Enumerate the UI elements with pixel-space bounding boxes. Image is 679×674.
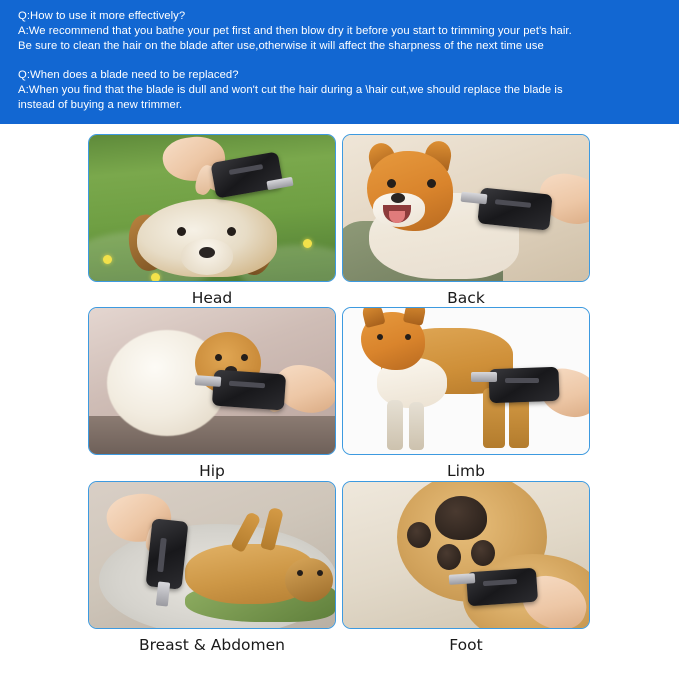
photo-head — [88, 134, 336, 282]
dog-eye-right — [317, 570, 323, 576]
usage-area-grid — [0, 124, 679, 674]
paw-pad-main — [435, 496, 487, 540]
dandelion-flower — [151, 273, 160, 282]
dog-eye-right — [241, 354, 248, 361]
dog-eye-left — [377, 334, 383, 340]
caption-hip: Hip — [199, 462, 225, 480]
clipper-stripe — [505, 378, 539, 383]
photo-back — [342, 134, 590, 282]
caption-breast-abdomen: Breast & Abdomen — [138, 636, 286, 654]
paw-toe-pad — [471, 540, 495, 566]
clipper-blade — [449, 573, 476, 585]
dog-eye-right — [227, 227, 236, 236]
pet-clipper — [146, 518, 189, 589]
dog-head — [285, 558, 333, 602]
faq-spacer — [18, 55, 665, 68]
dandelion-flower — [303, 239, 312, 248]
dog-front-leg — [387, 400, 403, 450]
pet-clipper — [477, 187, 552, 230]
pet-clipper — [212, 370, 286, 411]
paw-toe-pad — [437, 544, 461, 570]
photo-limb — [342, 307, 590, 455]
clipper-blade — [471, 372, 497, 382]
dog-eye-right — [427, 179, 436, 188]
dog-nose — [391, 193, 405, 203]
photo-hip — [88, 307, 336, 455]
caption-limb: Limb — [447, 462, 485, 480]
faq-answer-1-line-2: Be sure to clean the hair on the blade after use,otherwise it will affect the sharpness of the next time use — [18, 40, 544, 53]
faq-item-2 — [18, 68, 665, 114]
dog-eye-left — [297, 570, 303, 576]
grid-cell-limb — [342, 307, 590, 481]
faq-question-2: Q:When does a blade need to be replaced? — [18, 68, 239, 81]
caption-back: Back — [447, 289, 485, 307]
dog-nose — [199, 247, 215, 258]
grid-cell-hip — [88, 307, 336, 481]
photo-breast-abdomen — [88, 481, 336, 629]
grid-cell-head — [88, 134, 336, 308]
faq-question-1: Q:How to use it more effectively? — [18, 10, 186, 22]
faq-answer-2-line-2: instead of buying a new trimmer. — [18, 99, 183, 112]
faq-answer-2-line-1: A:When you find that the blade is dull and won't cut the hair during a \hair cut,we should replace the blade is — [18, 83, 563, 96]
pet-clipper — [466, 568, 538, 607]
caption-foot: Foot — [449, 636, 483, 654]
dog-eye-left — [215, 354, 222, 361]
caption-head: Head — [191, 289, 233, 307]
paw-toe-pad — [407, 522, 431, 548]
dog-eye-left — [387, 179, 396, 188]
faq-answer-1-line-1: A:We recommend that you bathe your pet first and then blow dry it before you start to trimming your pet's hair. — [18, 25, 572, 38]
faq-item-1 — [18, 9, 665, 55]
clipper-blade — [195, 375, 222, 387]
grid-cell-foot — [342, 481, 590, 655]
clipper-blade — [156, 581, 170, 606]
photo-foot — [342, 481, 590, 629]
dog-eye-right — [405, 334, 411, 340]
dog-eye-left — [177, 227, 186, 236]
pet-clipper — [488, 367, 559, 403]
dog-front-leg — [409, 402, 424, 450]
grid-cell-back — [342, 134, 590, 308]
grid-cell-breast-abdomen — [88, 481, 336, 655]
dandelion-flower — [103, 255, 112, 264]
faq-band — [0, 0, 679, 124]
